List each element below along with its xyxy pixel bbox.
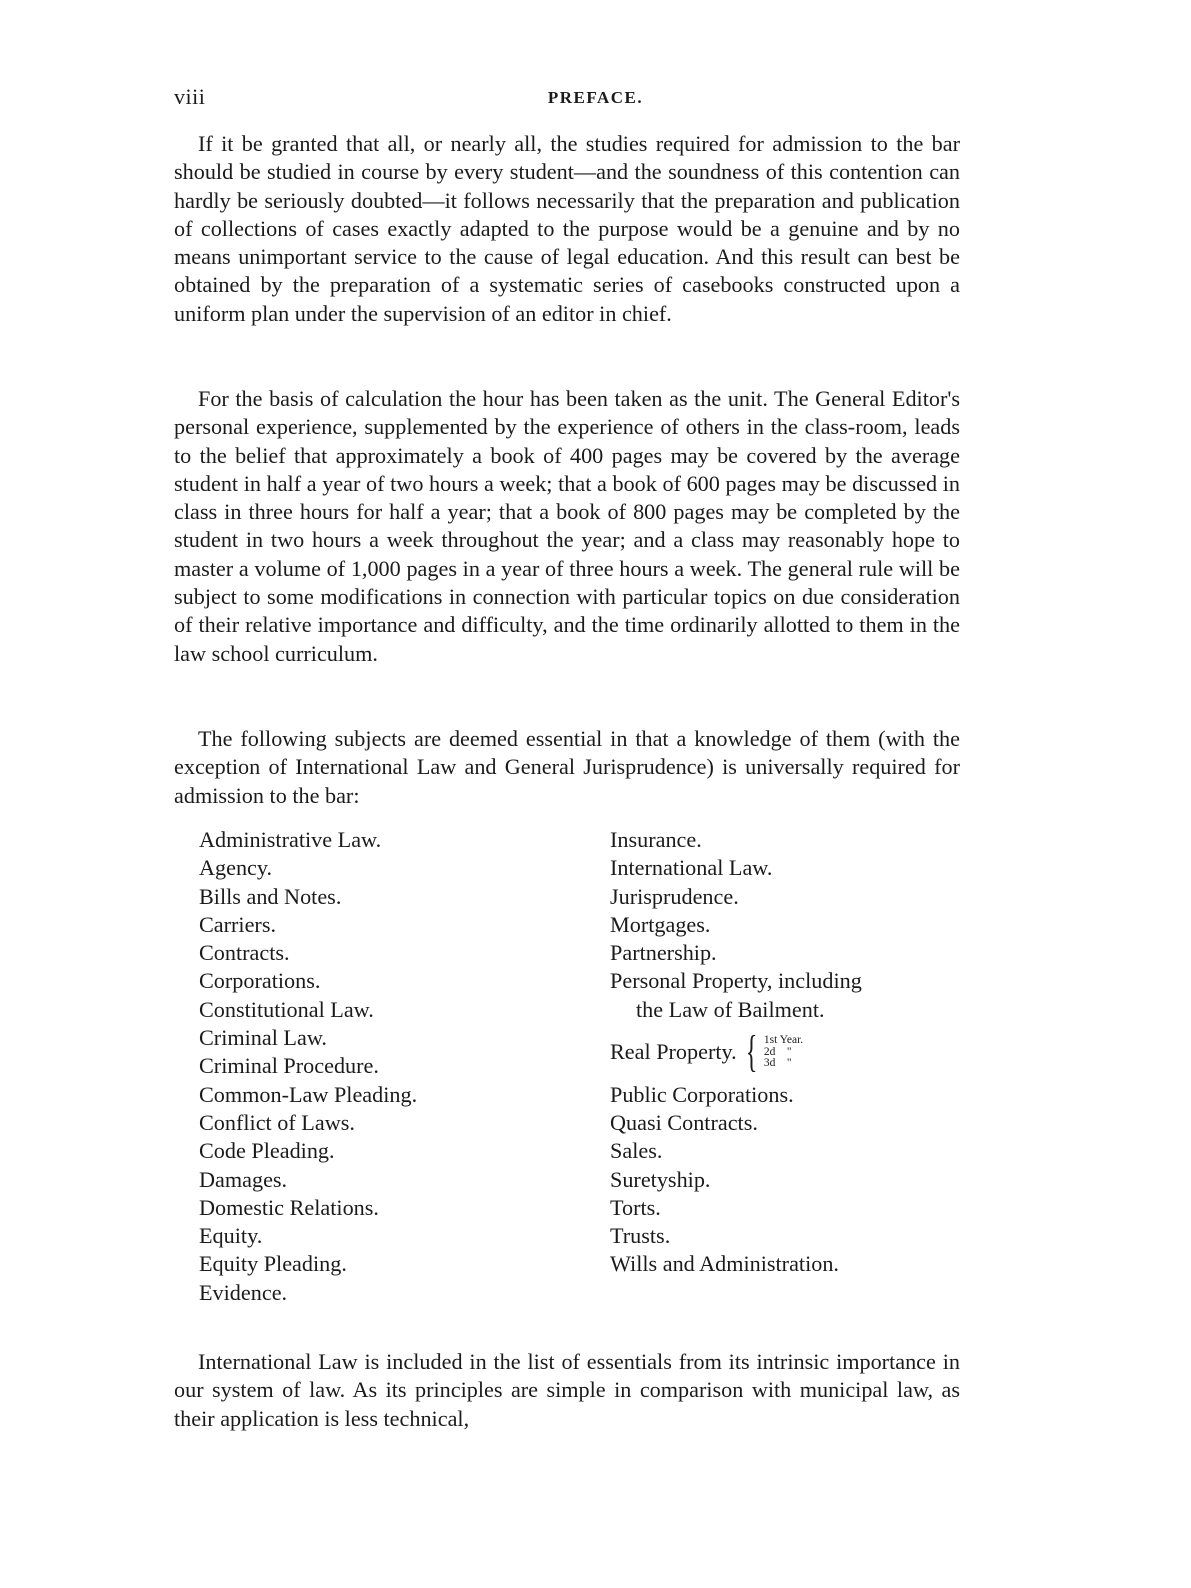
subject-item: Equity.	[199, 1223, 263, 1249]
subject-item-continuation: the Law of Bailment.	[636, 996, 825, 1022]
paragraph-4	[174, 1348, 960, 1433]
subject-item: Administrative Law.	[199, 827, 382, 852]
subject-item: Personal Property, including	[610, 968, 862, 994]
paragraph-1	[174, 130, 960, 328]
paragraph-2-text: For the basis of calculation the hour has been taken as the unit. The General Editor's personal experience, supplemented by the experience of others in the class-room, leads to the belief that approximately a book of 400 pages may be covered by the average student in half a year of two hours a week; that a book of 600 pages may be discussed in class in three hours for half a year; that a book of 800 pages may be completed by the student in two hours a week throughout the year; and a class may reasonably hope to master a volume of 1,000 pages in a year of three hours a week. The general rule will be subject to some modifications in connection with particular topics on due consideration of their relative importance and difficulty, and the time ordinarily allotted to them in the law school curriculum.	[174, 386, 960, 666]
subject-item: Contracts.	[199, 940, 290, 966]
subject-item: Corporations.	[199, 968, 321, 994]
real-property-label: Real Property.	[610, 1039, 737, 1065]
subject-item: Constitutional Law.	[199, 996, 374, 1022]
subject-item: Common-Law Pleading.	[199, 1081, 418, 1107]
subject-item: Code Pleading.	[199, 1138, 335, 1164]
real-property-entry	[610, 1024, 862, 1081]
subject-item: Evidence.	[199, 1279, 288, 1305]
subjects-list-left	[199, 826, 417, 1307]
subject-item: Public Corporations.	[610, 1081, 794, 1107]
subject-item: Trusts.	[610, 1223, 671, 1249]
subject-item: Criminal Law.	[199, 1025, 327, 1051]
subject-item: Criminal Procedure.	[199, 1053, 379, 1079]
subject-item: Partnership.	[610, 940, 717, 966]
subject-item: International Law.	[610, 855, 773, 881]
year-label: 3d "	[763, 1057, 792, 1070]
subject-item: Suretyship.	[610, 1166, 711, 1192]
year-label: 2d "	[763, 1045, 792, 1058]
paragraph-3-text: The following subjects are deemed essential in that a knowledge of them (with the exception of International Law and General Jurisprudence) is universally required for admission to the bar:	[174, 726, 960, 808]
paragraph-4-text: International Law is included in the list of essentials from its intrinsic importance in our system of law. As its principles are simple in comparison with municipal law, as their application is less technical,	[174, 1349, 960, 1431]
subject-item: Agency.	[199, 855, 273, 881]
page-number: viii	[174, 84, 206, 109]
paragraph-3	[174, 725, 960, 810]
subject-item: Wills and Administration.	[610, 1251, 839, 1277]
subject-item: Insurance.	[610, 827, 702, 852]
subject-item: Sales.	[610, 1138, 663, 1164]
subject-item: Bills and Notes.	[199, 883, 342, 909]
real-property-years	[764, 1035, 803, 1070]
subject-item: Equity Pleading.	[199, 1251, 347, 1277]
brace-glyph: {	[745, 1027, 758, 1077]
paragraph-2	[174, 385, 960, 668]
subject-item: Quasi Contracts.	[610, 1109, 758, 1135]
subject-item: Damages.	[199, 1166, 288, 1192]
subject-item: Jurisprudence.	[610, 883, 739, 909]
subject-item: Torts.	[610, 1194, 661, 1220]
subject-item: Domestic Relations.	[199, 1194, 379, 1220]
subjects-list-right	[610, 826, 862, 1279]
paragraph-1-text: If it be granted that all, or nearly all, the studies required for admission to the bar should be studied in course by every student—and the soundness of this contention can hardly be seriously doubted—it follows necessarily that the preparation and publication of collections of cases exactly adapted to the purpose would be a genuine and by no means unimportant service to the cause of legal education. And this result can best be obtained by the preparation of a systematic series of casebooks constructed upon a uniform plan under the supervision of an editor in chief.	[174, 131, 960, 326]
running-head: PREFACE.	[547, 88, 644, 107]
subject-item: Mortgages.	[610, 911, 711, 937]
year-label: 1st Year.	[763, 1034, 804, 1047]
subject-item: Carriers.	[199, 911, 277, 937]
subject-item: Conflict of Laws.	[199, 1109, 355, 1135]
